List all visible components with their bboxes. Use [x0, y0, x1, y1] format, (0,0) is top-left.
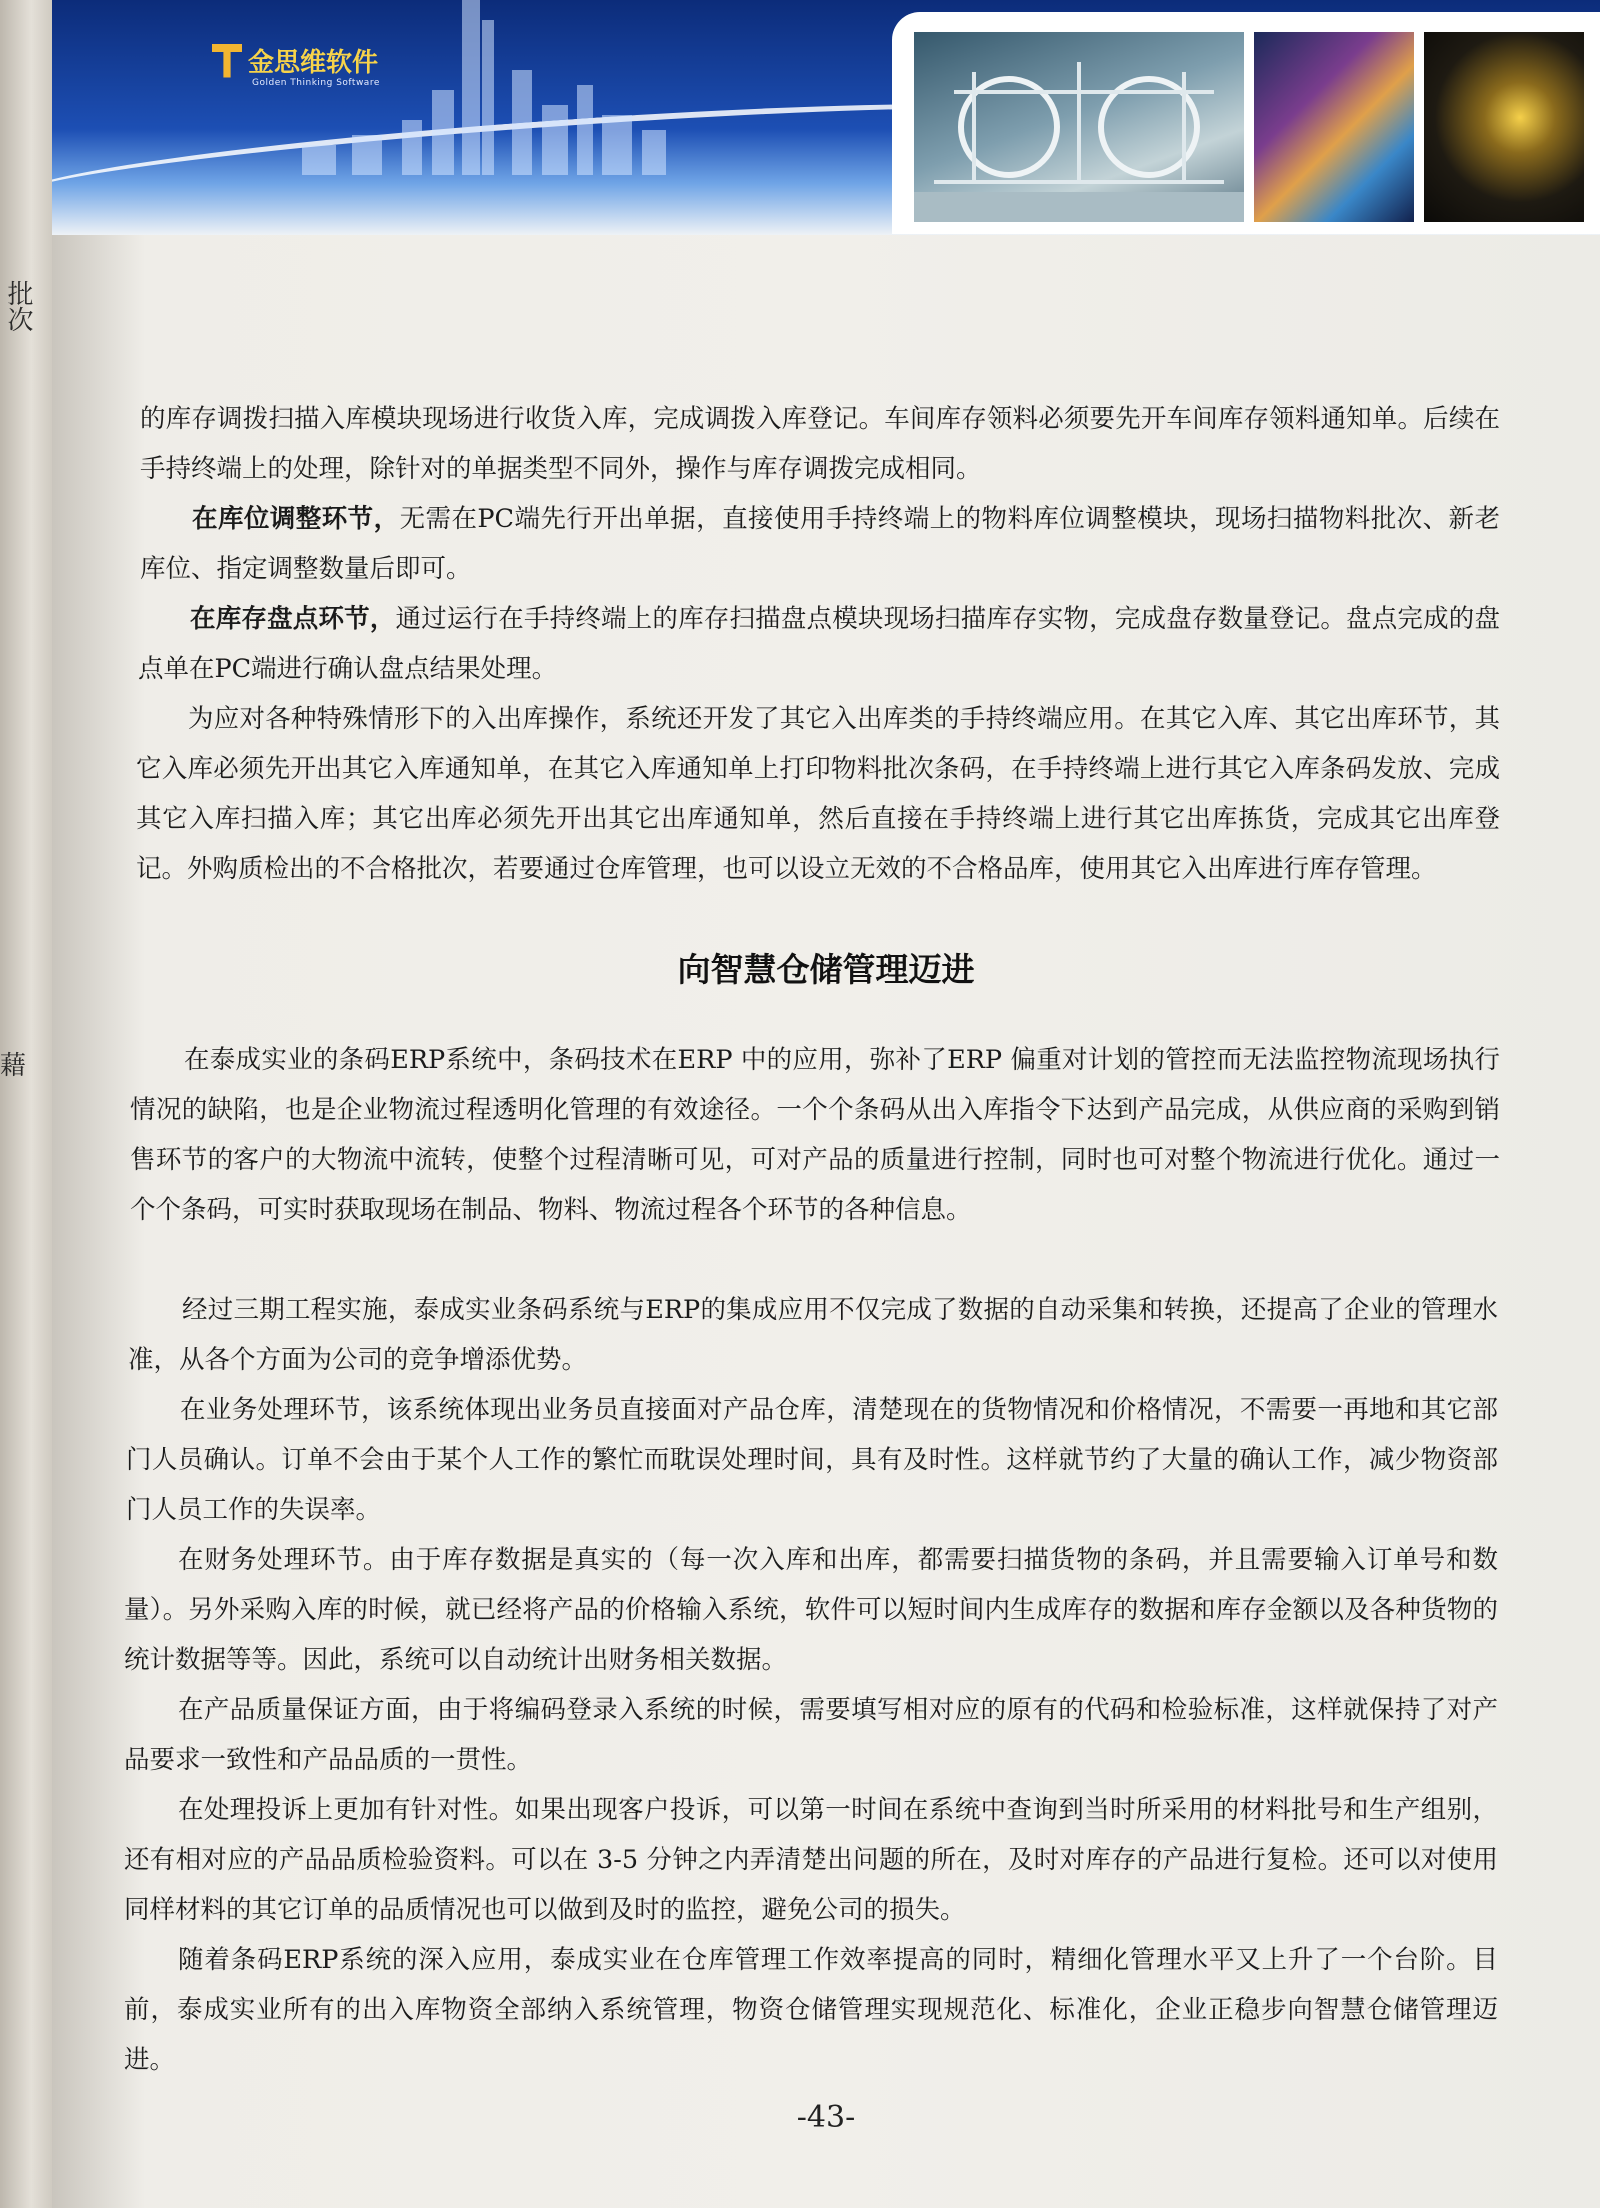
body-paragraph [140, 494, 1500, 594]
page-number: -43- [796, 2100, 856, 2135]
paragraph-text: 的库存调拨扫描入库模块现场进行收货入库，完成调拨入库登记。车间库存领料必须要先开车间库存领料通知单。后续在手持终端上的处理，除针对的单据类型不同外，操作与库存调拨完成相同。 [140, 404, 1500, 484]
paragraph-text: 在产品质量保证方面，由于将编码登录入系统的时候，需要填写相对应的原有的代码和检验标准，这样就保持了对产品要求一致性和产品品质的一贯性。 [124, 1695, 1498, 1775]
paragraph-lead: 在库存盘点环节， [190, 604, 396, 634]
paragraph-text: 在处理投诉上更加有针对性。如果出现客户投诉，可以第一时间在系统中查询到当时所采用的材料批号和生产组别，还有相对应的产品品质检验资料。可以在 3-5 分钟之内弄清楚出问题的所在，及时对库存的产品进行复检。还可以对使用同样材料的其它订单的品质情况也可以做到及时的监控，避免公司的损失。 [124, 1795, 1498, 1925]
article-body [52, 0, 1600, 2208]
body-paragraph [130, 1035, 1500, 1235]
body-paragraph [124, 1685, 1498, 1785]
body-paragraph [136, 694, 1500, 894]
paragraph-text: 通过运行在手持终端上的库存扫描盘点模块现场扫描库存实物，完成盘存数量登记。盘点完成的盘点单在PC端进行确认盘点结果处理。 [138, 604, 1500, 684]
facing-page-edge [0, 0, 52, 2208]
paragraph-text: 为应对各种特殊情形下的入出库操作，系统还开发了其它入出库类的手持终端应用。在其它入库、其它出库环节，其它入库必须先开出其它入库通知单，在其它入库通知单上打印物料批次条码，在手持终端上进行其它入库条码发放、完成其它入库扫描入库；其它出库必须先开出其它出库通知单，然后直接在手持终端上进行其它出库拣货，完成其它出库登记。外购质检出的不合格批次，若要通过仓库管理，也可以设立无效的不合格品库，使用其它入出库进行库存管理。 [136, 704, 1500, 884]
paragraph-text: 在业务处理环节，该系统体现出业务员直接面对产品仓库，清楚现在的货物情况和价格情况，不需要一再地和其它部门人员确认。订单不会由于某个人工作的繁忙而耽误处理时间，具有及时性。这样就节约了大量的确认工作，减少物资部门人员工作的失误率。 [126, 1395, 1498, 1525]
body-paragraph [126, 1385, 1498, 1535]
paragraph-text: 在财务处理环节。由于库存数据是真实的（每一次入库和出库，都需要扫描货物的条码，并且需要输入订单号和数量）。另外采购入库的时候，就已经将产品的价格输入系统，软件可以短时间内生成库存的数据和库存金额以及各种货物的统计数据等等。因此，系统可以自动统计出财务相关数据。 [124, 1545, 1498, 1675]
paragraph-text: 经过三期工程实施，泰成实业条码系统与ERP的集成应用不仅完成了数据的自动采集和转换，还提高了企业的管理水准，从各个方面为公司的竞争增添优势。 [128, 1295, 1498, 1375]
paragraph-text: 在泰成实业的条码ERP系统中，条码技术在ERP 中的应用，弥补了ERP 偏重对计划的管控而无法监控物流现场执行情况的缺陷，也是企业物流过程透明化管理的有效途径。一个个条码从出入库指令下达到产品完成，从供应商的采购到销售环节的客户的大物流中流转，使整个过程清晰可见，可对产品的质量进行控制，同时也可对整个物流进行优化。通过一个个条码，可实时获取现场在制品、物料、物流过程各个环节的各种信息。 [130, 1045, 1500, 1225]
body-paragraph [128, 1285, 1498, 1385]
body-paragraph [124, 1785, 1498, 1935]
paragraph-text: 无需在PC端先行开出单据，直接使用手持终端上的物料库位调整模块，现场扫描物料批次、新老库位、指定调整数量后即可。 [140, 504, 1500, 584]
paragraph-lead: 在库位调整环节， [192, 504, 400, 534]
facing-page-text: 藉 [0, 1051, 27, 1081]
body-paragraph [124, 1535, 1498, 1685]
section-heading: 向智慧仓储管理迈进 [677, 950, 975, 989]
body-paragraph [124, 1935, 1498, 2085]
logo-text: 金思维软件 [248, 48, 379, 78]
paragraph-text: 随着条码ERP系统的深入应用，泰成实业在仓库管理工作效率提高的同时，精细化管理水平又上升了一个台阶。目前，泰成实业所有的出入库物资全部纳入系统管理，物资仓储管理实现规范化、标准化，企业正稳步向智慧仓储管理迈进。 [124, 1945, 1498, 2075]
body-paragraph [140, 394, 1500, 494]
magazine-page [52, 0, 1600, 2208]
body-paragraph [138, 594, 1500, 694]
facing-page-text: 批次 [3, 280, 33, 332]
logo-subtitle: Golden Thinking Software [252, 78, 380, 88]
